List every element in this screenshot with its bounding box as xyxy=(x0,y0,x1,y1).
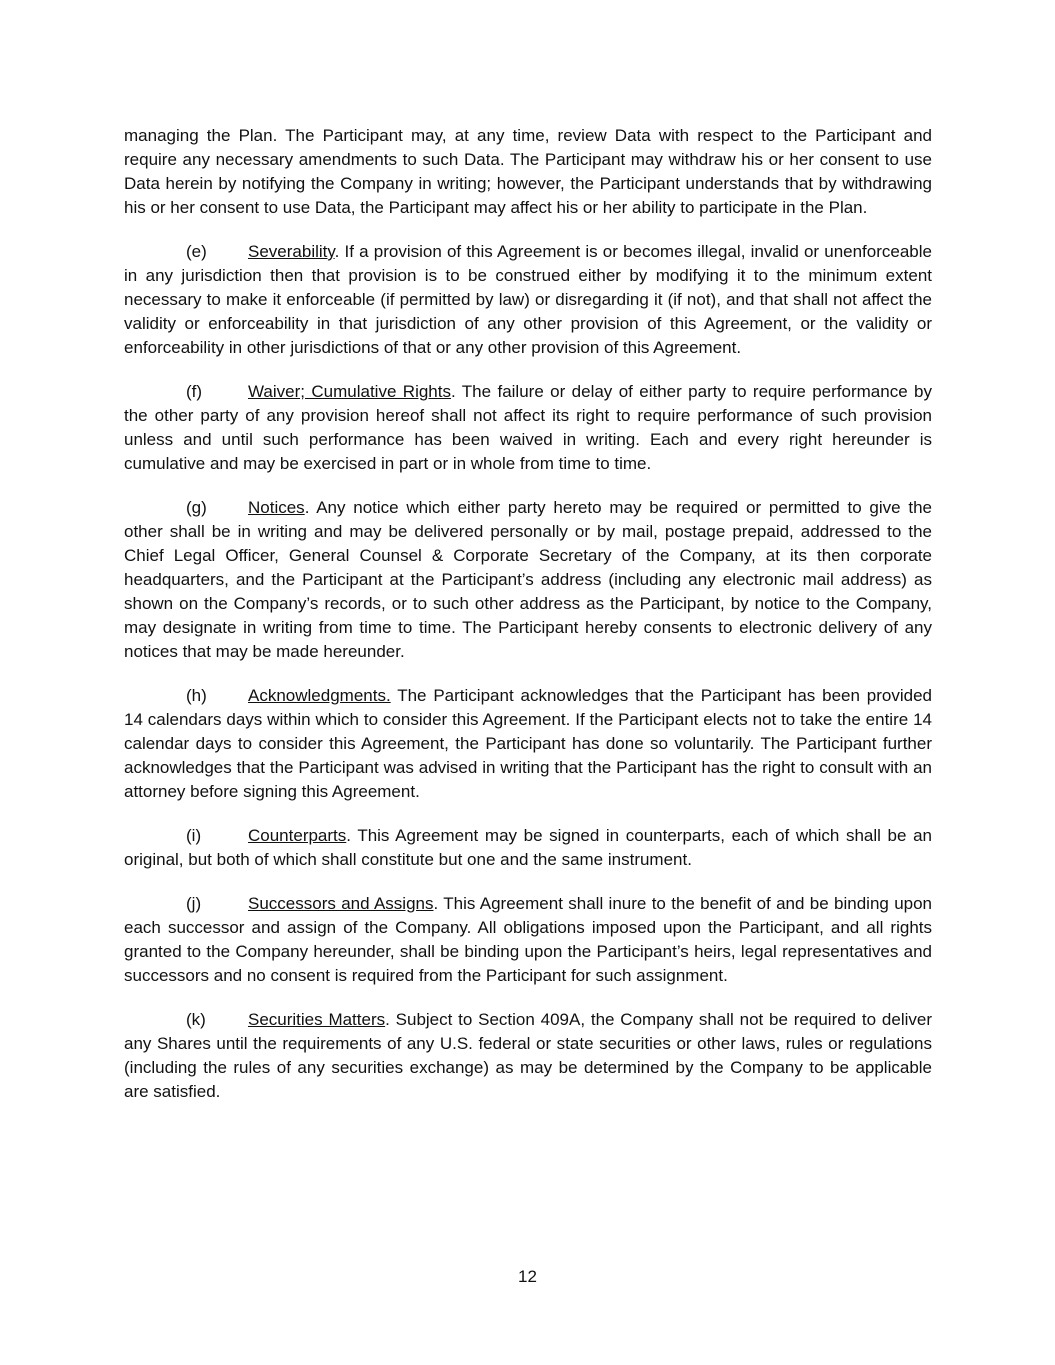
section-text: . Subject to Section 409A, the Company shall not be required to deliver any Shares until the requirements of any U.S. federal or state securities or other laws, rules or regulations (including the rules of any securities exchange) as may be determined by the Company to be applicable are satisfied. xyxy=(124,1010,932,1101)
section-number: (e) xyxy=(186,242,207,261)
section-number: (f) xyxy=(186,382,203,401)
section-h xyxy=(124,684,932,804)
document-body xyxy=(124,124,932,1124)
page-number: 12 xyxy=(518,1267,537,1286)
section-k xyxy=(124,1008,932,1104)
section-text: . This Agreement may be signed in counterparts, each of which shall be an original, but both of which shall constitute but one and the same instrument. xyxy=(124,826,932,869)
section-heading: Counterparts xyxy=(248,826,347,845)
section-f xyxy=(124,380,932,476)
section-heading: Acknowledgments. xyxy=(248,686,391,705)
section-e xyxy=(124,240,932,360)
section-number: (g) xyxy=(186,498,207,517)
section-text: . If a provision of this Agreement is or becomes illegal, invalid or unenforceable in any jurisdiction then that provision is to be construed either by modifying it to the minimum extent necessary to make it enforceable (if permitted by law) or disregarding it (if not), and that shall not affect the validity or enforceability in that jurisdiction of any other provision of this Agreement, or the validity or enforceability in other jurisdictions of that or any other provision of this Agreement. xyxy=(124,242,932,357)
section-heading: Securities Matters xyxy=(248,1010,386,1029)
section-heading: Severability xyxy=(248,242,335,261)
intro-paragraph: managing the Plan. The Participant may, at any time, review Data with respect to the Participant and require any necessary amendments to such Data. The Participant may withdraw his or her consent to use Data herein by notifying the Company in writing; however, the Participant understands that by withdrawing his or her consent to use Data, the Participant may affect his or her ability to participate in the Plan. xyxy=(124,126,932,217)
section-text: . The failure or delay of either party to require performance by the other party of any provision hereof shall not affect its right to require performance of such provision unless and until such performance has been waived in writing. Each and every right hereunder is cumulative and may be exercised in part or in whole from time to time. xyxy=(124,382,932,473)
section-i xyxy=(124,824,932,872)
section-g xyxy=(124,496,932,664)
section-number: (i) xyxy=(186,826,202,845)
section-number: (h) xyxy=(186,686,207,705)
section-text: The Participant acknowledges that the Participant has been provided 14 calendars days within which to consider this Agreement. If the Participant elects not to take the entire 14 calendar days to consider this Agreement, the Participant has done so voluntarily. The Participant further acknowledges that the Participant was advised in writing that the Participant has the right to consult with an attorney before signing this Agreement. xyxy=(124,686,932,801)
section-text: . This Agreement shall inure to the benefit of and be binding upon each successor and assign of the Company. All obligations imposed upon the Participant, and all rights granted to the Company hereunder, shall be binding upon the Participant’s heirs, legal representatives and successors and no consent is required from the Participant for such assignment. xyxy=(124,894,933,985)
section-number: (j) xyxy=(186,894,202,913)
section-j xyxy=(124,892,932,988)
section-heading: Notices xyxy=(248,498,305,517)
section-text: . Any notice which either party hereto may be required or permitted to give the other shall be in writing and may be delivered personally or by mail, postage prepaid, addressed to the Chief Legal Officer, General Counsel & Corporate Secretary of the Company, at its then corporate headquarters, and the Participant at the Participant’s address (including any electronic mail address) as shown on the Company’s records, or to such other address as the Participant, by notice to the Company, may designate in writing from time to time. The Participant hereby consents to electronic delivery of any notices that may be made hereunder. xyxy=(124,498,932,661)
section-heading: Waiver; Cumulative Rights xyxy=(248,382,451,401)
section-number: (k) xyxy=(186,1010,206,1029)
section-heading: Successors and Assigns xyxy=(248,894,434,913)
